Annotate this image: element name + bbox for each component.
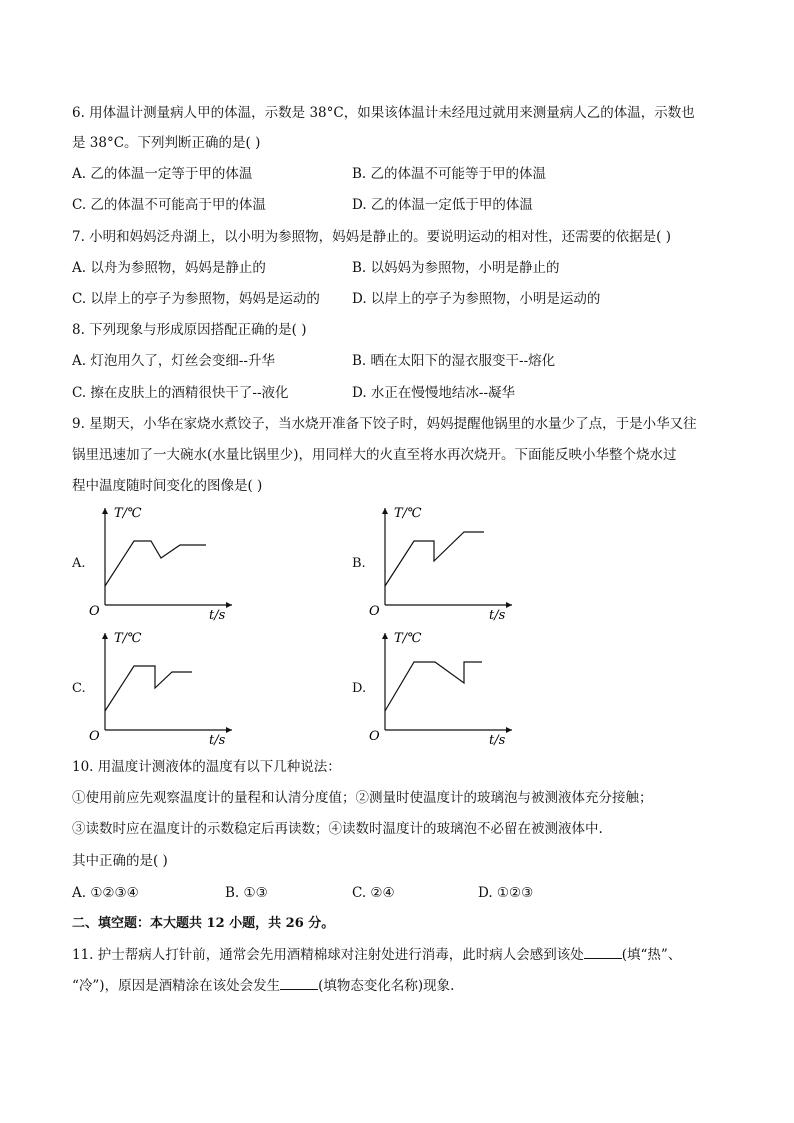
graph-a-origin: O (89, 604, 100, 619)
q9-stem-line3: 程中温度随时间变化的图像是( ) (72, 478, 263, 494)
graph-c-label[interactable]: C. (72, 681, 86, 696)
q7-stem: 7. 小明和妈妈泛舟湖上，以小明为参照物，妈妈是静止的。要说明运动的相对性，还需要的依据是( ) (72, 229, 671, 245)
graph-b-ylabel: T/℃ (394, 506, 422, 521)
graph-b[interactable] (364, 500, 534, 625)
section-heading: 二、填空题：本大题共 12 小题，共 26 分。 (72, 916, 335, 931)
q6-option-c[interactable]: C. 乙的体温不可能高于甲的体温 (72, 197, 266, 213)
q11-line2-text: “冷”)，原因是酒精涂在该处会发生 (72, 978, 281, 994)
q11-line2-tail: (填物态变化名称)现象. (318, 978, 455, 994)
q11-line1-text: 11. 护士帮病人打针前，通常会先用酒精棉球对注射处进行消毒，此时病人会感到该处 (72, 947, 584, 963)
q8-option-c[interactable]: C. 擦在皮肤上的酒精很快干了--液化 (72, 385, 289, 401)
q10-stem-line4: 其中正确的是( ) (72, 853, 168, 869)
q6-option-a[interactable]: A. 乙的体温一定等于甲的体温 (72, 166, 253, 182)
q11-blank-2[interactable] (280, 977, 318, 990)
q7-option-b[interactable]: B. 以妈妈为参照物，小明是静止的 (352, 260, 560, 276)
q8-option-b[interactable]: B. 晒在太阳下的湿衣服变干--熔化 (352, 353, 556, 369)
q8-option-d[interactable]: D. 水正在慢慢地结冰--凝华 (352, 385, 516, 401)
q10-stem-line1: 10. 用温度计测液体的温度有以下几种说法： (72, 759, 341, 775)
q10-option-a[interactable]: A. ①②③④ (72, 885, 139, 901)
graph-a[interactable] (84, 500, 254, 625)
q6-stem-line2: 是 38°C。下列判断正确的是( ) (72, 135, 261, 151)
q6-option-b[interactable]: B. 乙的体温不可能等于甲的体温 (352, 166, 547, 182)
graph-c-origin: O (89, 729, 100, 744)
graph-c-xlabel: t/s (209, 733, 226, 748)
q7-option-c[interactable]: C. 以岸上的亭子为参照物，妈妈是运动的 (72, 291, 320, 307)
graph-d-xlabel: t/s (489, 733, 506, 748)
q8-option-a[interactable]: A. 灯泡用久了，灯丝会变细--升华 (72, 353, 275, 369)
graph-a-ylabel: T/℃ (114, 506, 142, 521)
graph-d-origin: O (369, 729, 380, 744)
graph-b-origin: O (369, 604, 380, 619)
graph-d-ylabel: T/℃ (394, 631, 422, 646)
graph-c[interactable] (84, 625, 254, 750)
graph-b-xlabel: t/s (489, 608, 506, 623)
q8-stem: 8. 下列现象与形成原因搭配正确的是( ) (72, 322, 307, 338)
graph-b-label[interactable]: B. (352, 556, 366, 571)
graph-a-xlabel: t/s (209, 608, 226, 623)
graph-d[interactable] (364, 625, 534, 750)
q11-line1-tail: (填“热”、 (621, 947, 682, 963)
q10-option-b[interactable]: B. ①③ (225, 885, 268, 901)
q10-option-d[interactable]: D. ①②③ (478, 885, 534, 901)
q9-stem-line1: 9. 星期天，小华在家烧水煮饺子，当水烧开准备下饺子时，妈妈提醒他锅里的水量少了点，于是小华又往 (72, 416, 697, 432)
graph-a-label[interactable]: A. (72, 556, 86, 571)
q11-line2 (72, 977, 454, 995)
q10-stem-line3: ③读数时应在温度计的示数稳定后再读数；④读数时温度计的玻璃泡不必留在被测液体中. (72, 821, 603, 837)
graph-c-ylabel: T/℃ (114, 631, 142, 646)
q7-option-a[interactable]: A. 以舟为参照物，妈妈是静止的 (72, 260, 266, 276)
q6-stem-line1: 6. 用体温计测量病人甲的体温，示数是 38°C，如果该体温计未经甩过就用来测量病人乙的体温，示数也 (72, 105, 695, 121)
q10-option-c[interactable]: C. ②④ (352, 885, 395, 901)
q11-line1 (72, 946, 681, 964)
q11-blank-1[interactable] (584, 946, 622, 959)
q6-option-d[interactable]: D. 乙的体温一定低于甲的体温 (352, 197, 533, 213)
q9-stem-line2: 锅里迅速加了一大碗水(水量比锅里少)，用同样大的火直至将水再次烧开。下面能反映小华整个烧水过 (72, 447, 677, 463)
q7-option-d[interactable]: D. 以岸上的亭子为参照物，小明是运动的 (352, 291, 601, 307)
graph-d-label[interactable]: D. (352, 681, 367, 696)
q10-stem-line2: ①使用前应先观察温度计的量程和认清分度值；②测量时使温度计的玻璃泡与被测液体充分接触； (72, 790, 653, 806)
